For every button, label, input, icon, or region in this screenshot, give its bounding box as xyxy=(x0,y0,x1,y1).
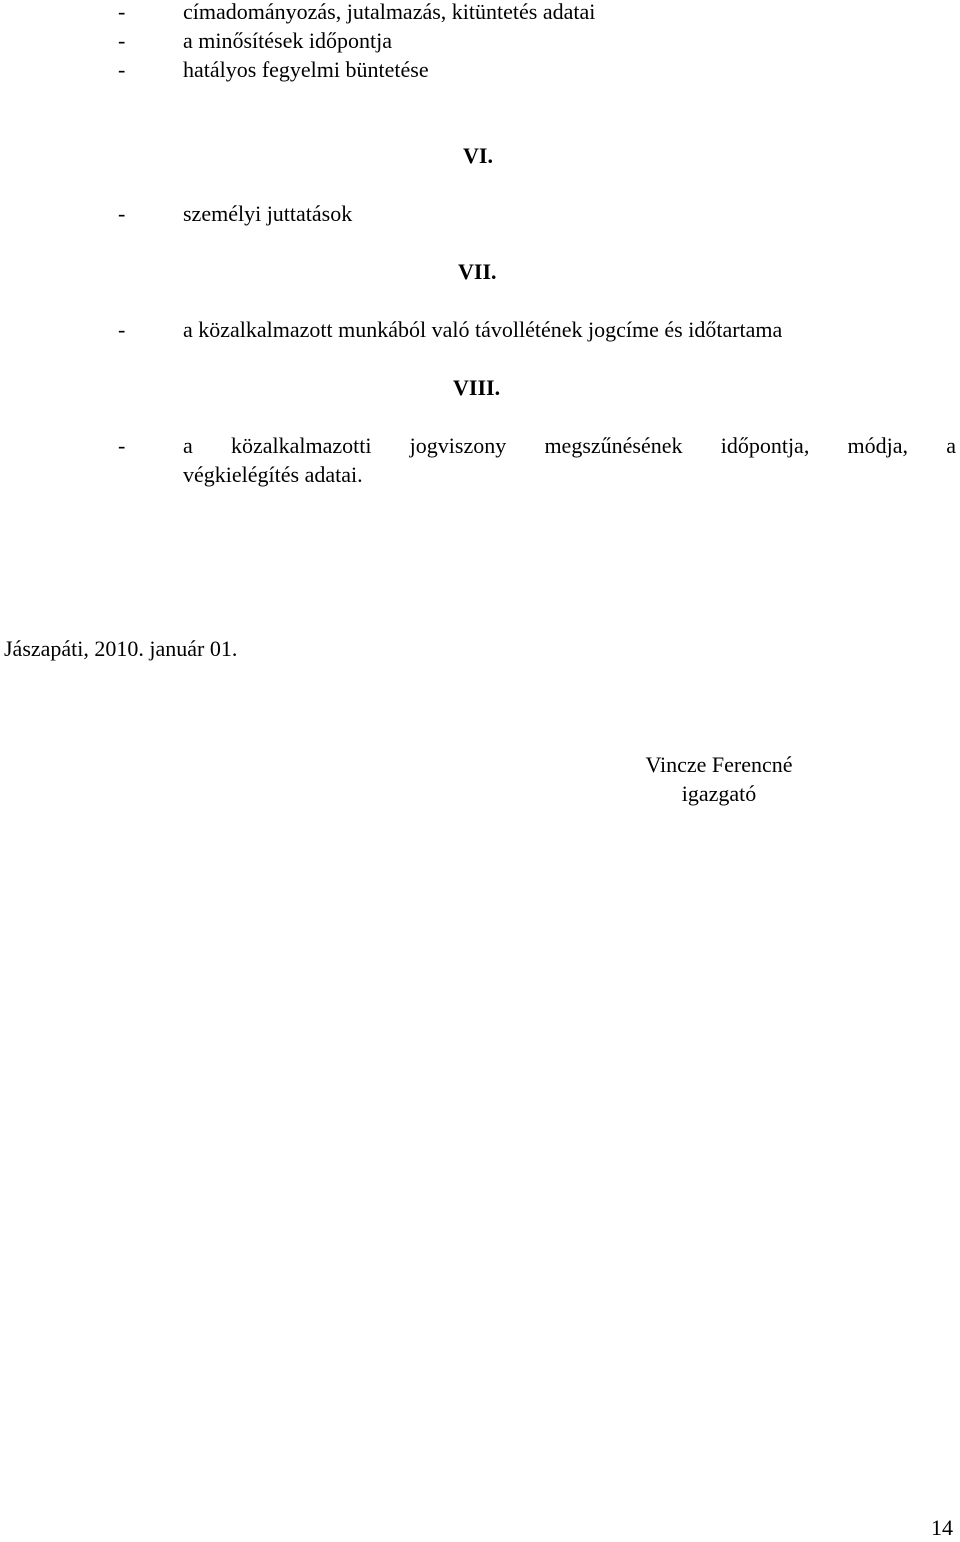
section-heading-vii: VII. xyxy=(458,259,497,284)
list-item-text: személyi juttatások xyxy=(183,201,353,226)
section-heading-viii: VIII. xyxy=(453,375,501,400)
list-item-text-line2: végkielégítés adatai. xyxy=(183,462,363,487)
list-dash: - xyxy=(118,317,126,342)
signature-block xyxy=(610,750,828,808)
signatory-title: igazgató xyxy=(681,781,757,806)
list-item-text-line1: a közalkalmazotti jogviszony megszűnésének időpontja, módja, a xyxy=(183,433,956,458)
list-dash: - xyxy=(118,433,126,458)
list-item-text: címadományozás, jutalmazás, kitüntetés adatai xyxy=(183,0,596,24)
page-number: 14 xyxy=(931,1515,953,1540)
list-dash: - xyxy=(118,28,126,53)
list-item-text: hatályos fegyelmi büntetése xyxy=(183,57,429,82)
list-dash: - xyxy=(118,0,126,24)
section-heading-vi: VI. xyxy=(463,143,493,168)
list-dash: - xyxy=(118,201,126,226)
list-item-text: a minősítések időpontja xyxy=(183,28,392,53)
place-date: Jászapáti, 2010. január 01. xyxy=(4,636,238,661)
list-dash: - xyxy=(118,57,126,82)
signatory-name: Vincze Ferencné xyxy=(645,752,793,777)
list-item-text: a közalkalmazott munkából való távollétének jogcíme és időtartama xyxy=(183,317,783,342)
